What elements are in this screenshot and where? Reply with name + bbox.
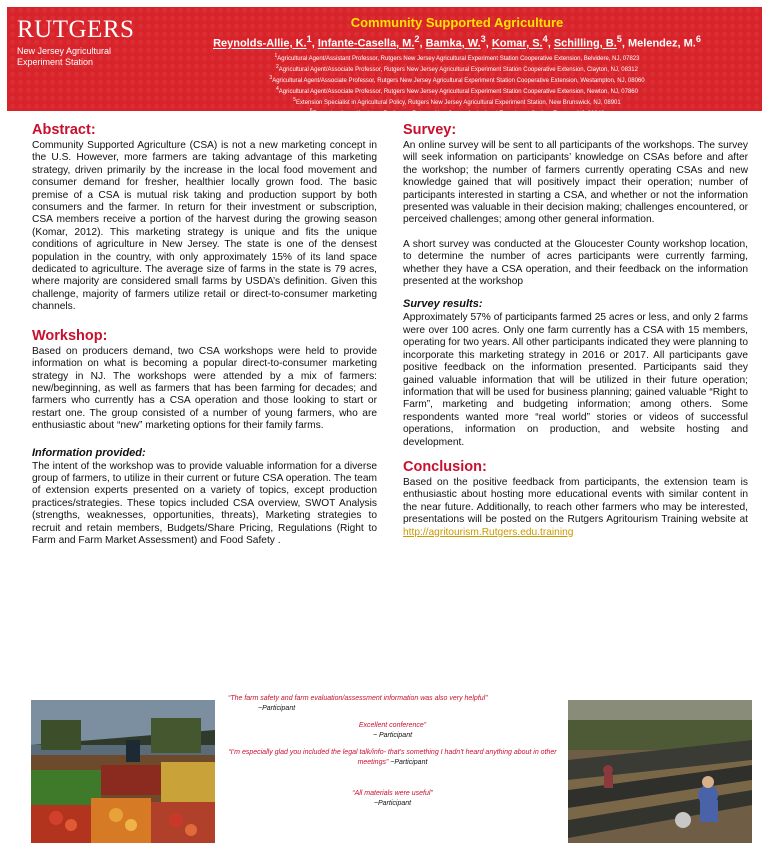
right-column bbox=[403, 122, 748, 545]
left-column bbox=[32, 122, 377, 553]
affiliation-line: $^1$Agricultural Agent/Assistant Professor, Rutgers New Jersey Agricultural Experiment Station Cooperative Extension, Belvidere, NJ, 07823 bbox=[274, 53, 640, 62]
field-work-photo bbox=[568, 700, 752, 843]
affiliation-line: $^2$Agricultural Agent/Associate Professor, Rutgers New Jersey Agricultural Experiment Station Cooperative Extension, Clayton, NJ, 08312 bbox=[276, 63, 638, 73]
abstract-text: Community Supported Agriculture (CSA) is not a new marketing concept in the U.S. However, more farmers are taking advantage of this marketing strategy, driven primarily by the increase in the local food movement and consumer demand for fresher, healthier locally grown food. The basic premise of a CSA is mutual risk taking and production support by both consumers and the farmer. In return for their investment or subscription, CSA members receive a portion of the harvest during the growing season (Komar, 2012). This marketing strategy is unique and fits the unique conditions of agriculture in New Jersey. The state is one of the densest population in the country, with only approximately 15% of its land space dedicated to agriculture. The average size of farms in the state is 79 acres, where majority are considered small farms by USDA’s definition. Given this challenge, majority of farmers utilize retail or direct-to-consumer marketing channels. bbox=[32, 140, 377, 313]
affiliations bbox=[157, 53, 757, 118]
farm-market-photo bbox=[31, 700, 215, 843]
author-list: Reynolds-Allie, K.$^1$, Infante-Casella, M.$^2$, Bamka, W.$^3$, Komar, S.$^4$, Schilling, B.$^5$, Melendez, M.$^6$ bbox=[213, 34, 701, 50]
logo-wordmark: RUTGERS bbox=[17, 16, 135, 43]
affiliation-line: $^5$Extension Specialist in Agricultural Policy, Rutgers New Jersey Agricultural Experiment Station, New Brunswick, NJ, 08901 bbox=[293, 96, 621, 106]
affiliation-line: $^3$Agricultural Agent/Associate Professor, Rutgers New Jersey Agricultural Experiment Station Cooperative Extension, Westampton, NJ, 08060 bbox=[269, 74, 645, 84]
logo-subtitle: New Jersey Agricultural Experiment Station bbox=[17, 46, 112, 67]
poster-header bbox=[7, 7, 762, 117]
survey-heading: Survey: bbox=[403, 122, 457, 138]
participant-quotes bbox=[220, 694, 565, 808]
survey-text-2: A short survey was conducted at the Gloucester County workshop location, to determine the number of acres participants were currently farming, whether they have a CSA operation, and their feedback on the information presented at the workshop bbox=[403, 238, 748, 288]
field-work-image bbox=[568, 700, 752, 843]
conclusion-heading: Conclusion: bbox=[403, 458, 487, 475]
quote-1: “The farm safety and farm evaluation/assessment information was also very helpful” ~Participant bbox=[228, 695, 488, 712]
affiliation-line: $^6$Extension Agent/Assistant Professor, Rutgers New Jersey Agricultural Experiment Station, Trenton, NJ, 08648 bbox=[309, 107, 605, 117]
rutgers-logo bbox=[17, 17, 137, 68]
poster-title: Community Supported Agriculture bbox=[350, 15, 564, 30]
author: Schilling, B. bbox=[553, 37, 617, 50]
survey-text-1: An online survey will be sent to all participants of the workshops. The survey will seek information on participants’ knowledge on CSAs before and after the workshop; the number of farmers currently operating CSAs and new knowledge gained that will positively impact their operation; number of participants interested in starting a CSA, and whether or not the information presented was valuable in their decision making; challenges encountered, or perceived challenges; among other general information. bbox=[403, 140, 748, 226]
conclusion-text: Based on the positive feedback from participants, the extension team is enthusiastic about hosting more educational events with similar content in the near future. Additionally, to reach other farmers who may be interested, presentations will be posted on the Rutgers Agritourism Training website at http://agritourism.Rutgers.edu.training bbox=[403, 476, 748, 538]
agritourism-link[interactable]: http://agritourism.Rutgers.edu.training bbox=[403, 526, 574, 538]
results-heading: Survey results: bbox=[403, 298, 483, 311]
quote-2: Excellent conference” ~ Participant bbox=[358, 722, 427, 739]
affiliation-line: $^4$Agricultural Agent/Associate Professor, Rutgers New Jersey Agricultural Experiment Station Cooperative Extension, Newton, NJ, 07860 bbox=[276, 85, 638, 95]
author: Bamka, W. bbox=[425, 37, 481, 50]
workshop-text: Based on producers demand, two CSA workshops were held to provide information on what is becoming a popular direct-to-consumer marketing strategy in NJ. The workshops were attended by a mix of farmers: new/beginning, as well as farmers that has been farming for decades; and farmers who currently has a CSA operation and those looking to start or restart one. The group consisted of a number of young farmers, who are enthusiastic about “new” marketing options for their family farms. bbox=[32, 345, 377, 432]
author: Komar, S. bbox=[491, 37, 543, 50]
info-heading: Information provided: bbox=[32, 446, 146, 459]
info-text: The intent of the workshop was to provide valuable information for a diverse group of farmers, to utilize in their current or future CSA operation. The team of extension experts presented on a variety of topics, except production practices/strategies. These topics included CSA overview, SWOT Analysis (strengths, weaknesses, opportunities, threats), Marketing strategies to recruit and retain members, Budgets/Share Pricing, Regulations (Right to Farm and Farm Market Assessment) and Food Safety . bbox=[32, 460, 377, 546]
quote-3: “I’m especially glad you included the legal talk/info- that’s something I hadn’t heard anything about in other meetings” ~Participant bbox=[228, 749, 557, 766]
workshop-heading: Workshop: bbox=[32, 327, 108, 344]
author: Melendez, M. bbox=[628, 37, 696, 50]
author: Reynolds-Allie, K. bbox=[213, 37, 307, 50]
quote-4: “All materials were useful” ~Participant bbox=[352, 790, 433, 807]
author: Infante-Casella, M. bbox=[317, 37, 415, 50]
results-text: Approximately 57% of participants farmed 25 acres or less, and only 2 farms were over 100 acres. Only one farm currently has a CSA with 15 members, operating for two years. All other participants indicated they were planning to incorporate this marketing strategy in 2016 or 2017. All participants gave positive feedback on the information presented. Participants said they gained valuable information that will be utilized in their future operation; information that will be used for business planning; gained valuable “Right to Farm”, marketing and budgeting information; among others. Some respondents wanted more “real world” stories or videos of successful operations, information on production, and website hosting and development. bbox=[403, 312, 748, 448]
abstract-heading: Abstract: bbox=[32, 122, 96, 138]
farm-market-image bbox=[31, 700, 215, 843]
